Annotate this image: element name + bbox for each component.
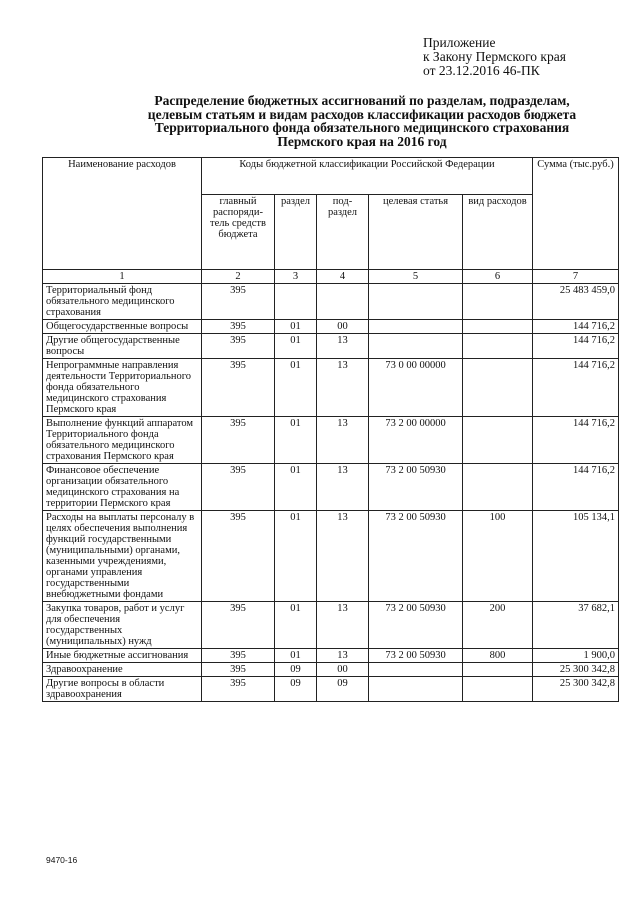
- cell-target-article: 73 2 00 50930: [369, 649, 463, 663]
- cell-main-admin: 395: [202, 359, 275, 417]
- cell-target-article: 73 2 00 50930: [369, 511, 463, 602]
- cell-expense-type: 800: [463, 649, 533, 663]
- table-row: [43, 417, 619, 464]
- cell-target-article: 73 0 00 00000: [369, 359, 463, 417]
- column-index: 3: [275, 270, 317, 284]
- cell-section: 01: [275, 464, 317, 511]
- column-index: 4: [317, 270, 369, 284]
- cell-subsection: 13: [317, 417, 369, 464]
- column-index-row: [43, 270, 619, 284]
- column-index: 1: [43, 270, 202, 284]
- cell-subsection: 13: [317, 649, 369, 663]
- cell-section: 01: [275, 511, 317, 602]
- cell-section: 01: [275, 359, 317, 417]
- cell-section: 09: [275, 663, 317, 677]
- cell-subsection: 13: [317, 511, 369, 602]
- header-subsection: под-раздел: [317, 195, 369, 270]
- cell-sum: 37 682,1: [533, 602, 619, 649]
- cell-section: 09: [275, 677, 317, 702]
- cell-section: 01: [275, 320, 317, 334]
- budget-table: [42, 157, 619, 702]
- cell-expense-type: [463, 663, 533, 677]
- cell-sum: 144 716,2: [533, 359, 619, 417]
- cell-section: [275, 284, 317, 320]
- appendix-line-1: Приложение: [423, 35, 496, 50]
- cell-target-article: [369, 677, 463, 702]
- table-row: [43, 649, 619, 663]
- table-row: [43, 464, 619, 511]
- cell-expense-type: [463, 284, 533, 320]
- cell-subsection: [317, 284, 369, 320]
- column-index: 7: [533, 270, 619, 284]
- appendix-line-3: от 23.12.2016 46-ПК: [423, 63, 540, 78]
- cell-section: 01: [275, 602, 317, 649]
- appendix-line-2: к Закону Пермского края: [423, 49, 566, 64]
- cell-name: Иные бюджетные ассигнования: [43, 649, 202, 663]
- cell-sum: 25 483 459,0: [533, 284, 619, 320]
- cell-name: Закупка товаров, работ и услуг для обеспечения государственных (муниципальных) нужд: [43, 602, 202, 649]
- cell-expense-type: [463, 417, 533, 464]
- cell-section: 01: [275, 417, 317, 464]
- cell-main-admin: 395: [202, 417, 275, 464]
- table-header-row: [43, 158, 619, 195]
- cell-sum: 105 134,1: [533, 511, 619, 602]
- table-row: [43, 320, 619, 334]
- cell-name: Здравоохранение: [43, 663, 202, 677]
- cell-target-article: [369, 334, 463, 359]
- cell-subsection: 13: [317, 464, 369, 511]
- cell-name: Другие вопросы в области здравоохранения: [43, 677, 202, 702]
- cell-name: Расходы на выплаты персоналу в целях обеспечения выполнения функций государственными (муниципальными) органами, казенными учреждениями, органами управления государственными внебюджетными фондами: [43, 511, 202, 602]
- cell-expense-type: [463, 464, 533, 511]
- cell-subsection: 00: [317, 663, 369, 677]
- column-index: 5: [369, 270, 463, 284]
- table-row: [43, 284, 619, 320]
- cell-subsection: 13: [317, 334, 369, 359]
- cell-expense-type: [463, 320, 533, 334]
- cell-main-admin: 395: [202, 602, 275, 649]
- header-expense-type: вид расходов: [463, 195, 533, 270]
- cell-subsection: 09: [317, 677, 369, 702]
- cell-name: Выполнение функций аппаратом Территориального фонда обязательного медицинского страхования Пермского края: [43, 417, 202, 464]
- cell-main-admin: 395: [202, 334, 275, 359]
- cell-main-admin: 395: [202, 677, 275, 702]
- header-codes: Коды бюджетной классификации Российской Федерации: [202, 158, 533, 195]
- table-row: [43, 677, 619, 702]
- cell-main-admin: 395: [202, 464, 275, 511]
- table-row: [43, 334, 619, 359]
- cell-sum: 144 716,2: [533, 417, 619, 464]
- cell-main-admin: 395: [202, 511, 275, 602]
- cell-main-admin: 395: [202, 284, 275, 320]
- cell-expense-type: 100: [463, 511, 533, 602]
- cell-main-admin: 395: [202, 320, 275, 334]
- cell-sum: 144 716,2: [533, 464, 619, 511]
- cell-section: 01: [275, 334, 317, 359]
- cell-name: Другие общегосударственные вопросы: [43, 334, 202, 359]
- title-line-3: Территориального фонда обязательного медицинского страхования: [154, 120, 570, 135]
- table-row: [43, 359, 619, 417]
- title-line-1: Распределение бюджетных ассигнований по разделам, подразделам,: [154, 93, 570, 108]
- header-target-article: целевая статья: [369, 195, 463, 270]
- table-row: [43, 602, 619, 649]
- cell-expense-type: [463, 677, 533, 702]
- cell-name: Финансовое обеспечение организации обязательного медицинского страхования на территории Пермского края: [43, 464, 202, 511]
- cell-expense-type: [463, 359, 533, 417]
- cell-sum: 1 900,0: [533, 649, 619, 663]
- column-index: 2: [202, 270, 275, 284]
- header-sum: Сумма (тыс.руб.): [533, 158, 619, 270]
- cell-name: Территориальный фонд обязательного медицинского страхования: [43, 284, 202, 320]
- table-row: [43, 511, 619, 602]
- table-row: [43, 663, 619, 677]
- cell-sum: 144 716,2: [533, 320, 619, 334]
- cell-main-admin: 395: [202, 663, 275, 677]
- document-title: [112, 94, 612, 148]
- header-name: Наименование расходов: [43, 158, 202, 270]
- header-main-admin: главный распоряди-тель средств бюджета: [202, 195, 275, 270]
- cell-sum: 25 300 342,8: [533, 677, 619, 702]
- cell-subsection: 00: [317, 320, 369, 334]
- document-code: 9470-16: [46, 855, 78, 865]
- cell-target-article: 73 2 00 50930: [369, 464, 463, 511]
- title-line-4: Пермского края на 2016 год: [277, 133, 447, 149]
- cell-expense-type: [463, 334, 533, 359]
- cell-target-article: 73 2 00 50930: [369, 602, 463, 649]
- cell-target-article: [369, 284, 463, 320]
- cell-expense-type: 200: [463, 602, 533, 649]
- appendix-header: [423, 36, 566, 78]
- cell-main-admin: 395: [202, 649, 275, 663]
- cell-target-article: [369, 320, 463, 334]
- cell-target-article: 73 2 00 00000: [369, 417, 463, 464]
- title-line-2: целевым статьям и видам расходов классификации расходов бюджета: [147, 106, 577, 122]
- cell-sum: 144 716,2: [533, 334, 619, 359]
- cell-subsection: 13: [317, 359, 369, 417]
- column-index: 6: [463, 270, 533, 284]
- header-section: раздел: [275, 195, 317, 270]
- cell-sum: 25 300 342,8: [533, 663, 619, 677]
- cell-subsection: 13: [317, 602, 369, 649]
- cell-name: Непрограммные направления деятельности Территориального фонда обязательного медицинского страхования Пермского края: [43, 359, 202, 417]
- cell-name: Общегосударственные вопросы: [43, 320, 202, 334]
- cell-section: 01: [275, 649, 317, 663]
- cell-target-article: [369, 663, 463, 677]
